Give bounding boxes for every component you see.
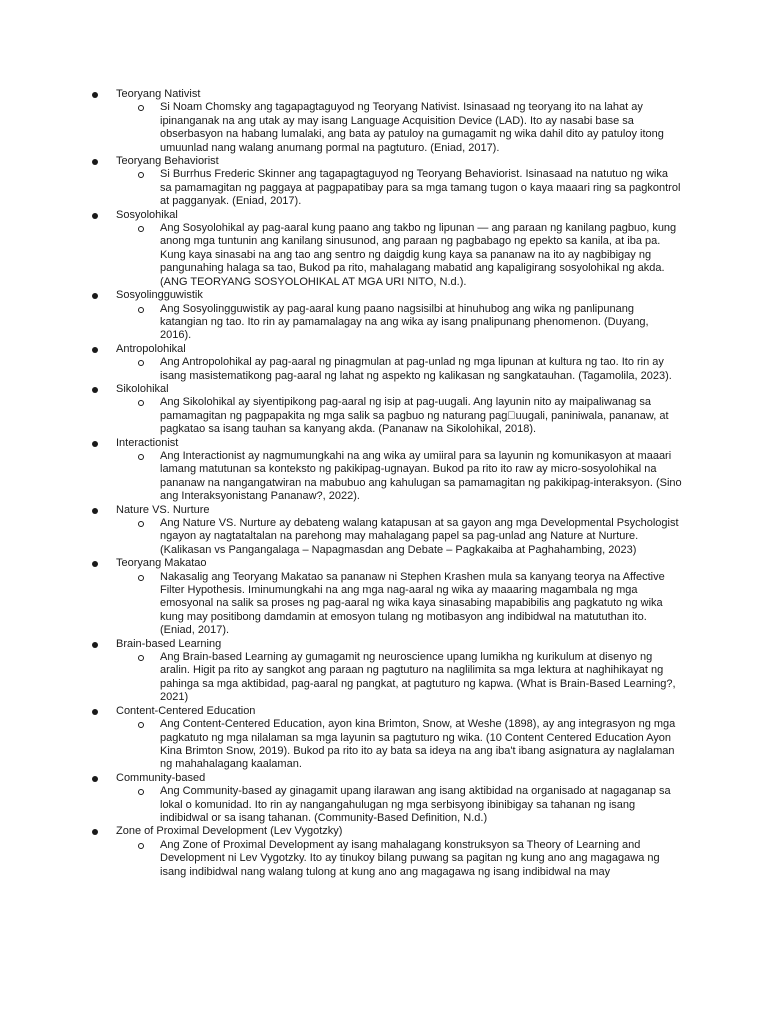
topic-item: [92, 289, 682, 343]
topic-detail-list: [116, 718, 682, 772]
topic-description: Si Burrhus Frederic Skinner ang tagapagtaguyod ng Teoryang Behaviorist. Isinasaad na natutuo ng wika sa pamamagitan ng paggaya at pagpapatibay para sa mga tamang tugon o kaya maaari ring sa pagkontrol at pagganyak. (Eniad, 2017).: [160, 168, 681, 208]
topic-detail: [138, 718, 682, 772]
topic-description: Ang Sosyolohikal ay pag-aaral kung paano ang takbo ng lipunan — ang paraan ng kanilang pagbuo, kung anong mga tuntunin ang kanilang sinusunod, ang paraan ng pagbabago ng epekto sa kanila, at iba pa. Kung kaya sinasabi na ang tao ang sentro ng daigdig kung kaya sa pananaw na ito ay nagbibigay ng pangunahing halaga sa tao, Bukod pa rito, mahalagang mabatid ang kapaligirang sosyolohikal ng akda. (ANG TEORYANG SOSYOLOHIKAL AT MGA URI NITO, N.d.).: [160, 222, 677, 288]
topic-detail: [138, 571, 682, 638]
topic-item: [92, 825, 682, 879]
topic-description: Ang Brain-based Learning ay gumagamit ng neuroscience upang lumikha ng kurikulum at disenyo ng aralin. Higit pa rito ay sangkot ang paraan ng pagtuturo na naglilimita sa mga lektura at naghihikayat ng pahinga sa mga aktibidad, pag-aaral ng pangkat, at pagtuturo ng kapwa. (What is Brain-Based Learning?, 2021): [160, 651, 676, 704]
topic-description: Ang Interactionist ay nagmumungkahi na ang wika ay umiiral para sa layunin ng komunikasyon at maaari lamang matutunan sa konteksto ng pakikipag-ugnayan. Bukod pa rito ito raw ay micro-sosyolohikal na pananaw na nangangatwiran na mabubuo ang kahulugan sa pamamagitan ng pakikipag-interaksyon. (Sino ang Interaksyonistang Pananaw?, 2022).: [160, 449, 682, 503]
topic-description: Si Noam Chomsky ang tagapagtaguyod ng Teoryang Nativist. Isinasaad ng teoryang ito na lahat ay ipinanganak na ang utak ay may isang Language Acquisition Device (LAD). Ito ay nasabi base sa obserbasyon na habang lumalaki, ang bata ay patuloy na gumagamit ng wika dahil dito ay patuloy itong umuunlad nang walang anumang pormal na pagtuturo. (Eniad, 2017).: [160, 101, 664, 154]
topic-item: [92, 383, 682, 437]
topic-title: Brain-based Learning: [116, 637, 222, 650]
topic-detail: [138, 101, 682, 155]
topic-detail-list: [116, 222, 682, 289]
topic-detail: [138, 450, 682, 504]
topic-list: [92, 88, 682, 879]
topic-title: Teoryang Nativist: [116, 88, 201, 100]
topic-detail: [138, 303, 682, 343]
topic-detail: [138, 839, 682, 879]
bullet-circle-icon: [138, 360, 144, 366]
topic-title: Sosyolingguwistik: [116, 289, 203, 302]
bullet-dot-icon: [92, 508, 98, 514]
topic-detail-list: [116, 651, 682, 705]
topic-item: [92, 705, 682, 772]
topic-detail-list: [116, 356, 682, 383]
topic-detail: [138, 356, 682, 383]
topic-description: Ang Content-Centered Education, ayon kina Brimton, Snow, at Weshe (1898), ay ang integrasyon ng mga pagkatuto ng mga nilalaman sa mga layunin sa pagtuturo ng wika. (10 Content Centered Education Ayon Kina Brimton Snow, 2019). Bukod pa rito ito ay bata sa ideya na ang iba't ibang asignatura ay naglalaman ng mahahalagang kaalaman.: [160, 718, 676, 771]
topic-description: Ang Community-based ay ginagamit upang ilarawan ang isang aktibidad na organisado at nagaganap sa lokal o komunidad. Ito rin ay nangangahulugan ng mga serbisyong ibinibigay sa tahanan ng isang indibidwal or sa isang tahanan. (Community-Based Definition, N.d.): [160, 785, 671, 824]
topic-detail-list: [116, 168, 682, 208]
topic-detail-list: [116, 517, 682, 557]
bullet-circle-icon: [138, 575, 144, 581]
topic-title: Teoryang Behaviorist: [116, 155, 219, 168]
bullet-circle-icon: [138, 521, 144, 527]
topic-title: Nature VS. Nurture: [116, 503, 210, 516]
topic-description: Ang Sikolohikal ay siyentipikong pag-aaral ng isip at pag-uugali. Ang layunin nito ay maipaliwanag sa pamamagitan ng pagpapakita ng mga salik sa pagbuo ng naturang pag uugali, paniniwala, pananaw, at pagkatao sa isang tauhan sa kanyang akda. (Pananaw na Sikolohikal, 2018).: [160, 396, 669, 436]
topic-detail-list: [116, 396, 682, 436]
bullet-circle-icon: [138, 400, 144, 406]
bullet-circle-icon: [138, 655, 144, 661]
topic-detail: [138, 168, 682, 208]
topic-description: Nakasalig ang Teoryang Makatao sa pananaw ni Stephen Krashen mula sa kanyang teorya na Affective Filter Hypothesis. Iminumungkahi na ang mga nag-aaral ng wika ay maaaring magambala ng mga emosyonal na salik sa proses ng pag-aaral ng wika kaya sinasabing mapabibilis ang pagkatuto ng wika kung may positibong damdamin at emosyon tulang ng motibasyon ang indibidwal na matututhan ito. (Eniad, 2017).: [160, 570, 665, 637]
topic-item: [92, 437, 682, 504]
bullet-circle-icon: [138, 454, 144, 460]
topic-detail-list: [116, 839, 682, 879]
topic-title: Antropolohikal: [116, 342, 186, 355]
topic-title: Content-Centered Education: [116, 704, 256, 717]
topic-item: [92, 155, 682, 209]
bullet-dot-icon: [92, 441, 98, 447]
topic-detail-list: [116, 571, 682, 638]
topic-item: [92, 557, 682, 637]
bullet-dot-icon: [92, 92, 98, 98]
topic-detail-list: [116, 303, 682, 343]
bullet-dot-icon: [92, 642, 98, 648]
topic-item: [92, 88, 682, 155]
topic-detail: [138, 651, 682, 705]
topic-title: Zone of Proximal Development (Lev Vygotzky): [116, 825, 343, 838]
bullet-dot-icon: [92, 776, 98, 782]
bullet-dot-icon: [92, 159, 98, 165]
topic-detail: [138, 396, 682, 436]
topic-description: Ang Antropolohikal ay pag-aaral ng pinagmulan at pag-unlad ng mga lipunan at kultura ng tao. Ito rin ay isang masistematikong pag-aaral ng lahat ng aspekto ng kalikasan ng sangkatauhan. (Tagamolila, 2023).: [160, 356, 672, 382]
topic-detail-list: [116, 101, 682, 155]
bullet-dot-icon: [92, 213, 98, 219]
topic-title: Teoryang Makatao: [116, 557, 207, 570]
bullet-circle-icon: [138, 843, 144, 849]
bullet-circle-icon: [138, 722, 144, 728]
topic-description: Ang Zone of Proximal Development ay isang mahalagang konstruksyon sa Theory of Learning and Development ni Lev Vygotzky. Ito ay tinukoy bilang puwang sa pagitan ng kung ano ang magagawa ng isang indibidwal nang walang tulong at kung ano ang magagawa ng isang indibidwal na may: [160, 838, 660, 878]
topic-detail: [138, 222, 682, 289]
bullet-dot-icon: [92, 387, 98, 393]
topic-description: Ang Nature VS. Nurture ay debateng walang katapusan at sa gayon ang mga Developmental Psychologist ngayon ay nagtataltalan na parehong may mahalagang papel sa pag-unlad ang Nature at Nurture. (Kalikasan vs Pangangalaga – Napagmasdan ang Debate – Pagkakaiba at Paghahambing, 2023): [160, 517, 679, 556]
topic-item: [92, 504, 682, 558]
bullet-circle-icon: [138, 307, 144, 313]
topic-item: [92, 343, 682, 383]
topic-title: Sikolohikal: [116, 382, 169, 395]
topic-detail-list: [116, 450, 682, 504]
bullet-circle-icon: [138, 789, 144, 795]
topic-detail-list: [116, 785, 682, 825]
topic-description: Ang Sosyolingguwistik ay pag-aaral kung paano nagsisilbi at hinuhubog ang wika ng panlipunang katangian ng tao. Ito rin ay pamamalagay na ang wika ay isang pnalipunang phenomenon. (Duyang, 2016).: [160, 302, 649, 342]
bullet-circle-icon: [138, 172, 144, 178]
topic-item: [92, 772, 682, 826]
bullet-circle-icon: [138, 105, 144, 111]
bullet-circle-icon: [138, 226, 144, 232]
bullet-dot-icon: [92, 829, 98, 835]
bullet-dot-icon: [92, 709, 98, 715]
topic-title: Community-based: [116, 771, 206, 784]
topic-item: [92, 638, 682, 705]
topic-title: Sosyolohikal: [116, 208, 178, 221]
bullet-dot-icon: [92, 347, 98, 353]
topic-detail: [138, 517, 682, 557]
bullet-dot-icon: [92, 561, 98, 567]
topic-detail: [138, 785, 682, 825]
topic-title: Interactionist: [116, 436, 179, 449]
topic-item: [92, 209, 682, 289]
bullet-dot-icon: [92, 293, 98, 299]
